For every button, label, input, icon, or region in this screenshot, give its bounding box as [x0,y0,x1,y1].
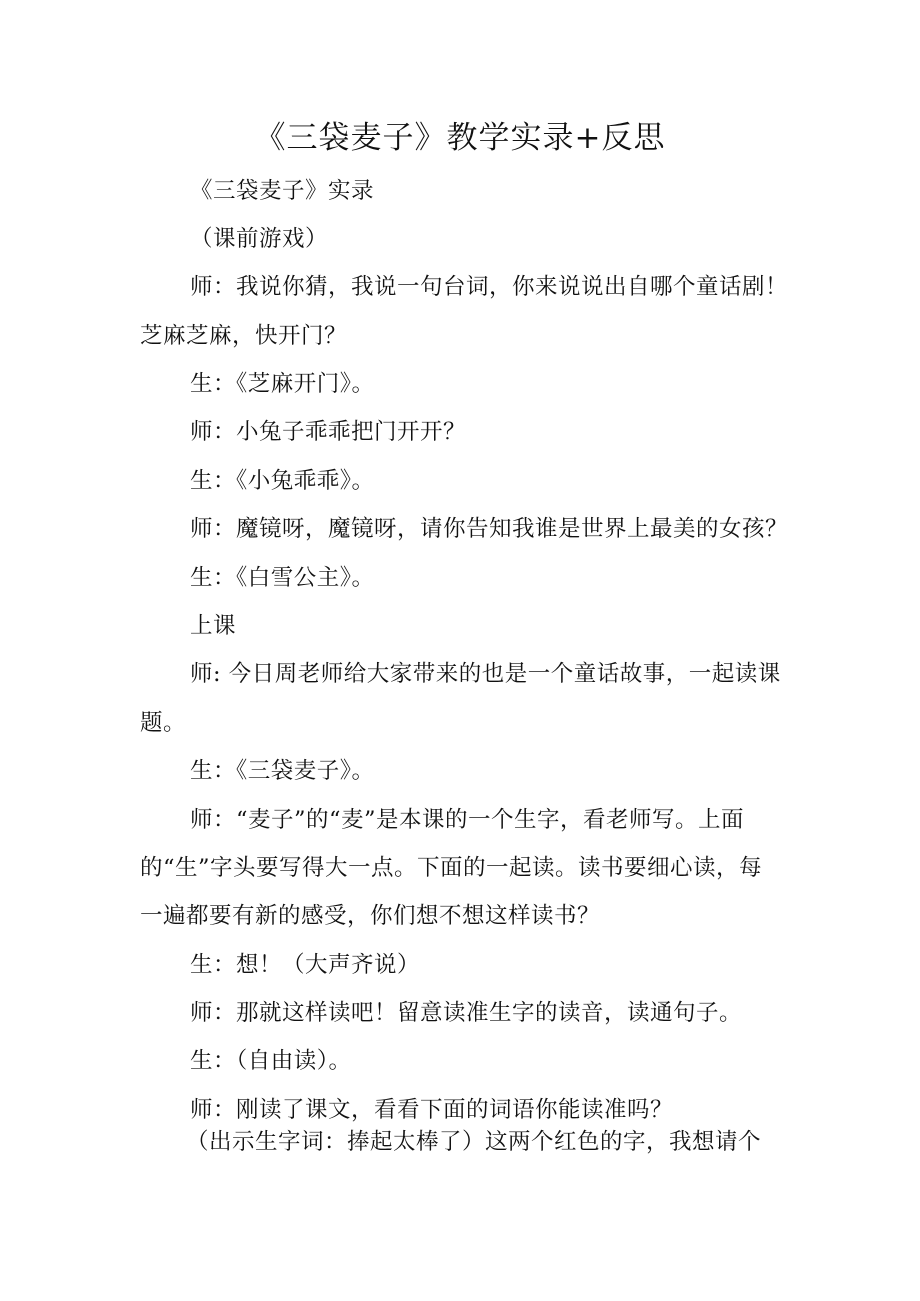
paragraph-line: （出示生字词：捧起太棒了）这两个红色的字，我想请个 [186,1129,762,1155]
paragraph-line: 生：（自由读）。 [190,1048,352,1074]
paragraph-line: 的“生”字头要写得大一点。下面的一起读。读书要细心读，每 [140,855,763,881]
paragraph-line: 芝麻芝麻，快开门？ [140,323,348,349]
paragraph-line: 师: 今日周老师给大家带来的也是一个童话故事，一起读课 [190,661,781,687]
paragraph-line: 师：那就这样读吧！留意读准生字的读音，读通句子。 [190,1000,743,1026]
document-title: 《三袋麦子》教学实录+反思 [254,120,666,156]
paragraph-line: 生：《白雪公主》。 [190,565,375,591]
paragraph-line: 师：小兔子乖乖把门开开？ [190,419,467,445]
paragraph-line: 生：《芝麻开门》。 [190,371,375,397]
paragraph-line: 生：想！（大声齐说） [190,952,421,978]
paragraph-line: 生：《三袋麦子》。 [190,758,375,784]
paragraph-line: 师：魔镜呀，魔镜呀，请你告知我谁是世界上最美的女孩？ [190,516,789,542]
paragraph-line: 题。 [140,710,187,736]
paragraph-line: 师：刚读了课文，看看下面的词语你能读准吗？ [190,1097,674,1123]
section-heading: 《三袋麦子》实录 [190,178,375,204]
paragraph-line: （课前游戏） [190,226,329,252]
paragraph-line: 生：《小兔乖乖》。 [190,468,375,494]
paragraph-line: 一遍都要有新的感受，你们想不想这样读书？ [140,903,601,929]
paragraph-line: 师：“麦子”的“麦”是本课的一个生字，看老师写。上面 [190,807,745,833]
paragraph-line: 师：我说你猜，我说一句台词，你来说说出自哪个童话剧！ [190,274,789,300]
paragraph-line: 上课 [190,613,237,639]
